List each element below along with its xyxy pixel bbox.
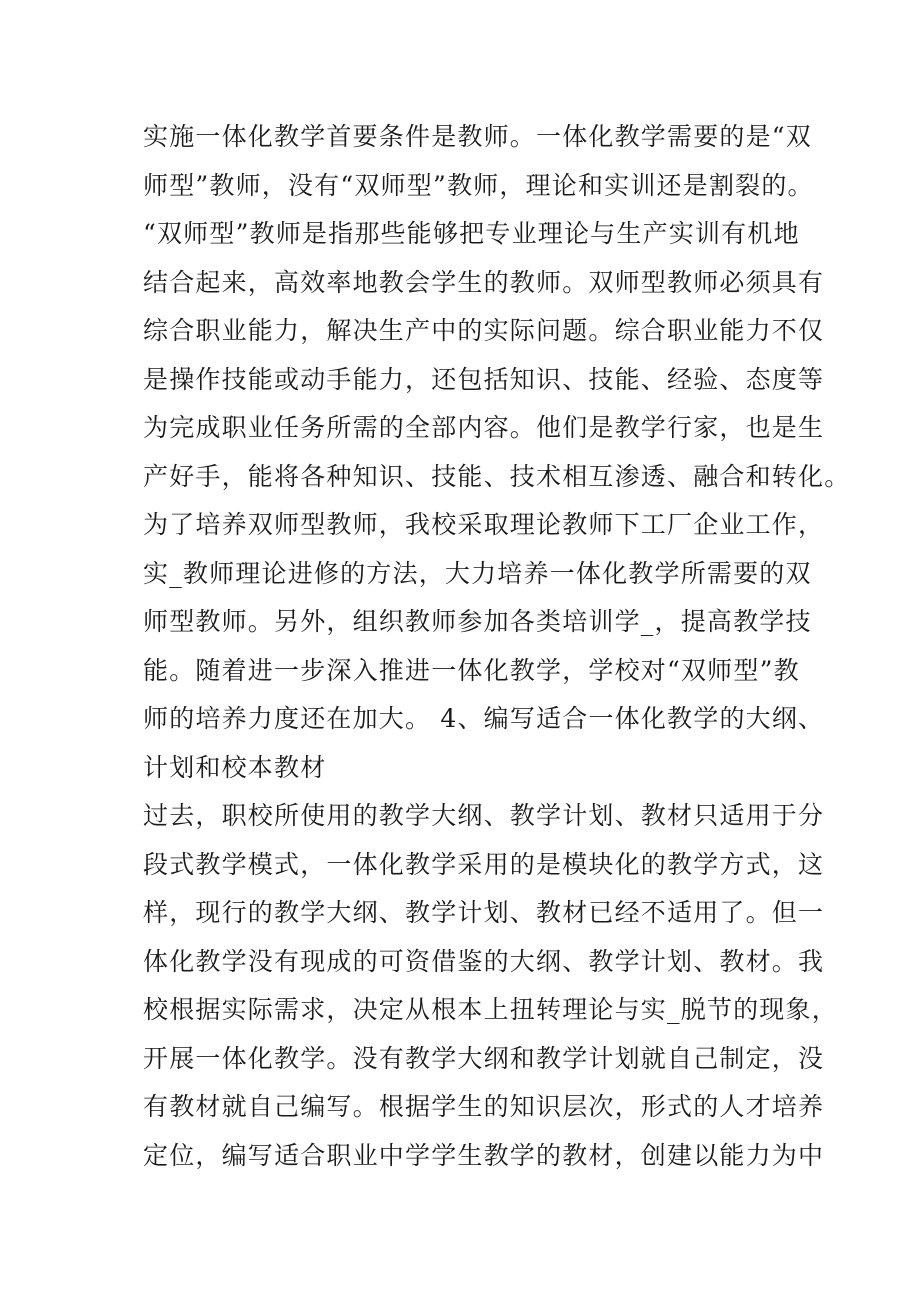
text-line: 体化教学没有现成的可资借鉴的大纲、教学计划、教材。我: [143, 946, 825, 976]
text-line: “双师型”教师是指那些能够把专业理论与生产实训有机地: [143, 219, 800, 248]
text-line: 段式教学模式，一体化教学采用的是模块化的教学方式，这: [143, 849, 825, 879]
text-line: 师型”教师，没有“双师型”教师，理论和实训还是割裂的。: [143, 170, 814, 200]
text-line: 实_教师理论进修的方法，大力培养一体化教学所需要的双: [143, 558, 812, 588]
text-line: 过去，职校所使用的教学大纲、教学计划、教材只适用于分: [143, 801, 825, 830]
text-line: 开展一体化教学。没有教学大纲和教学计划就自己制定，没: [143, 1043, 825, 1073]
text-line: 样，现行的教学大纲、教学计划、教材已经不适用了。但一: [143, 898, 825, 927]
text-line: 能。随着进一步深入推进一体化教学，学校对“双师型”教: [143, 655, 800, 685]
text-line: 校根据实际需求，决定从根本上扭转理论与实_脱节的现象，: [143, 995, 838, 1024]
text-line: 为了培养双师型教师，我校采取理论教师下工厂企业工作，: [143, 510, 825, 539]
text-line: 师型教师。另外，组织教师参加各类培训学_，提高教学技: [143, 607, 812, 636]
text-line: 实施一体化教学首要条件是教师。一体化教学需要的是“双: [143, 122, 812, 151]
text-line: 综合职业能力，解决生产中的实际问题。综合职业能力不仅: [143, 316, 825, 345]
text-line: 结合起来，高效率地教会学生的教师。双师型教师必须具有: [143, 267, 825, 297]
text-line: 定位，编写适合职业中学学生教学的教材，创建以能力为中: [143, 1140, 825, 1170]
section-heading-line: 计划和校本教材: [143, 752, 327, 782]
text-line: 是操作技能或动手能力，还包括知识、技能、经验、态度等: [143, 364, 825, 394]
text-line: 师的培养力度还在加大。 4、编写适合一体化教学的大纲、: [143, 704, 825, 733]
text-line: 为完成职业任务所需的全部内容。他们是教学行家，也是生: [143, 413, 825, 442]
text-line: 产好手，能将各种知识、技能、技术相互渗透、融合和转化。: [143, 461, 851, 491]
document-body: [143, 113, 851, 1180]
text-line: 有教材就自己编写。根据学生的知识层次，形式的人才培养: [143, 1092, 825, 1121]
